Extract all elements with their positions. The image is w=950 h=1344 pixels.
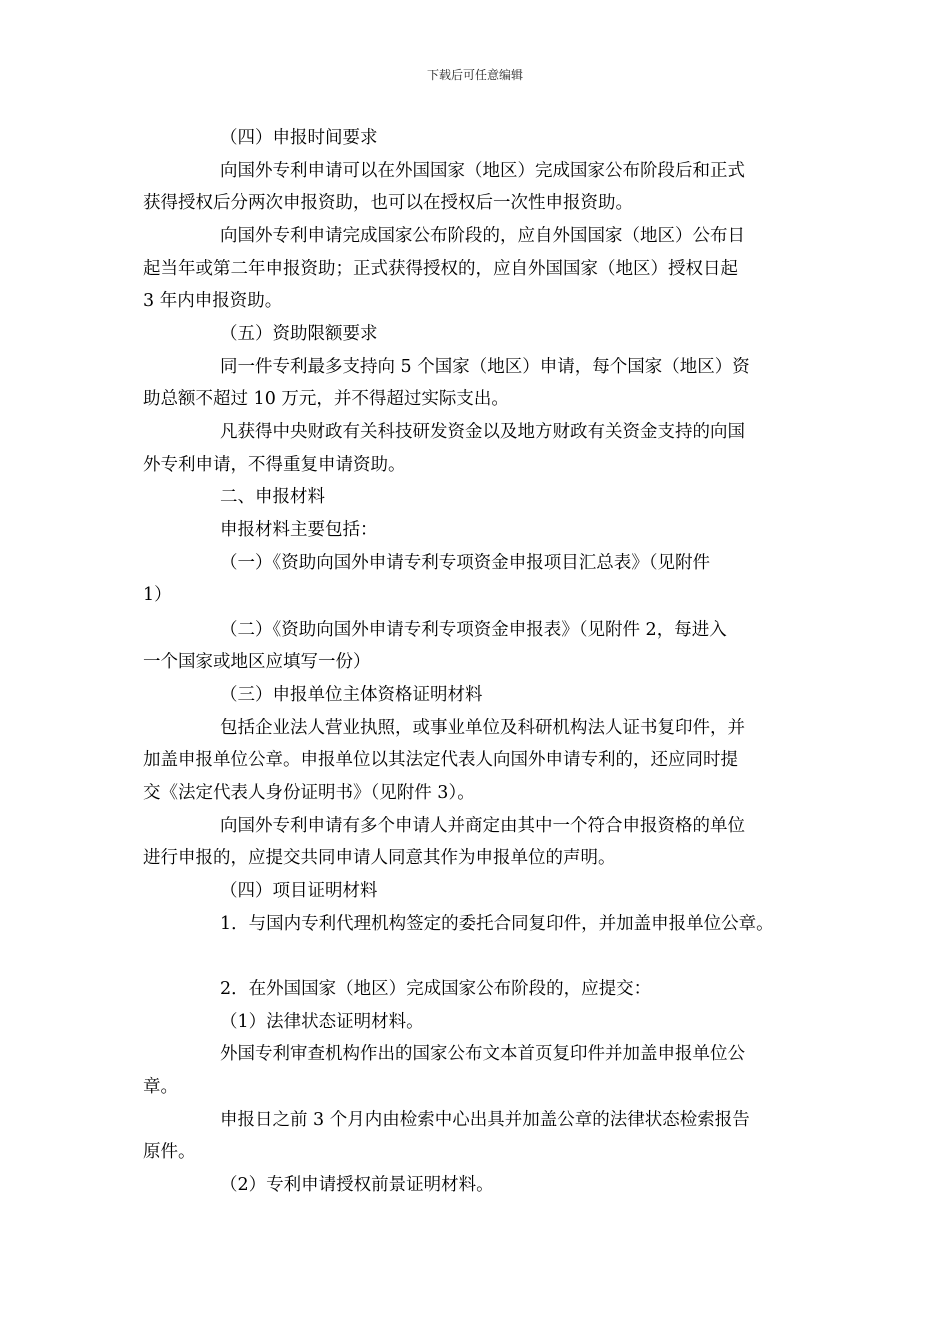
sub-item-1: （1）法律状态证明材料。 bbox=[220, 1012, 424, 1032]
paragraph-line: 起当年或第二年申报资助；正式获得授权的，应自外国国家（地区）授权日起 bbox=[143, 259, 738, 279]
list-item-2: （二）《资助向国外申请专利专项资金申报表》（见附件 2，每进入 bbox=[220, 620, 727, 640]
paragraph-line: 加盖申报单位公章。申报单位以其法定代表人向国外申请专利的，还应同时提 bbox=[143, 750, 738, 770]
paragraph-line: 进行申报的，应提交共同申请人同意其作为申报单位的声明。 bbox=[143, 848, 616, 868]
paragraph-line: 原件。 bbox=[143, 1142, 196, 1162]
paragraph-line: 外专利申请，不得重复申请资助。 bbox=[143, 455, 406, 475]
paragraph-line: 交《法定代表人身份证明书》（见附件 3）。 bbox=[143, 783, 475, 803]
paragraph-line: 向国外专利申请可以在外国国家（地区）完成国家公布阶段后和正式 bbox=[220, 161, 745, 181]
paragraph-line: 外国专利审查机构作出的国家公布文本首页复印件并加盖申报单位公 bbox=[220, 1044, 745, 1064]
list-item-3: （三）申报单位主体资格证明材料 bbox=[220, 685, 483, 705]
list-item-4: （四）项目证明材料 bbox=[220, 881, 378, 901]
paragraph-line: 向国外专利申请完成国家公布阶段的，应自外国国家（地区）公布日 bbox=[220, 226, 745, 246]
list-item-1-continuation: 1） bbox=[143, 585, 172, 605]
paragraph-line: 申报材料主要包括： bbox=[220, 520, 378, 540]
paragraph-line: 凡获得中央财政有关科技研发资金以及地方财政有关资金支持的向国 bbox=[220, 422, 745, 442]
section-heading-funding-limit: （五）资助限额要求 bbox=[220, 324, 378, 344]
numbered-item-1: 1．与国内专利代理机构签定的委托合同复印件，并加盖申报单位公章。 bbox=[220, 914, 774, 934]
paragraph-line: 获得授权后分两次申报资助，也可以在授权后一次性申报资助。 bbox=[143, 193, 633, 213]
list-item-2-continuation: 一个国家或地区应填写一份） bbox=[143, 652, 371, 672]
paragraph-line: 向国外专利申请有多个申请人并商定由其中一个符合申报资格的单位 bbox=[220, 816, 745, 836]
numbered-item-2: 2．在外国国家（地区）完成国家公布阶段的，应提交： bbox=[220, 979, 652, 999]
paragraph-line: 3 年内申报资助。 bbox=[143, 291, 283, 311]
sub-item-2: （2）专利申请授权前景证明材料。 bbox=[220, 1175, 494, 1195]
section-heading-time-requirement: （四）申报时间要求 bbox=[220, 128, 378, 148]
section-heading-materials: 二、申报材料 bbox=[220, 487, 325, 507]
list-item-1: （一）《资助向国外申请专利专项资金申报项目汇总表》（见附件 bbox=[220, 553, 710, 573]
page-header: 下载后可任意编辑 bbox=[426, 68, 523, 82]
paragraph-line: 章。 bbox=[143, 1077, 178, 1097]
paragraph-line: 申报日之前 3 个月内由检索中心出具并加盖公章的法律状态检索报告 bbox=[220, 1110, 750, 1130]
paragraph-line: 同一件专利最多支持向 5 个国家（地区）申请，每个国家（地区）资 bbox=[220, 357, 750, 377]
paragraph-line: 包括企业法人营业执照，或事业单位及科研机构法人证书复印件，并 bbox=[220, 718, 745, 738]
paragraph-line: 助总额不超过 10 万元，并不得超过实际支出。 bbox=[143, 389, 509, 409]
